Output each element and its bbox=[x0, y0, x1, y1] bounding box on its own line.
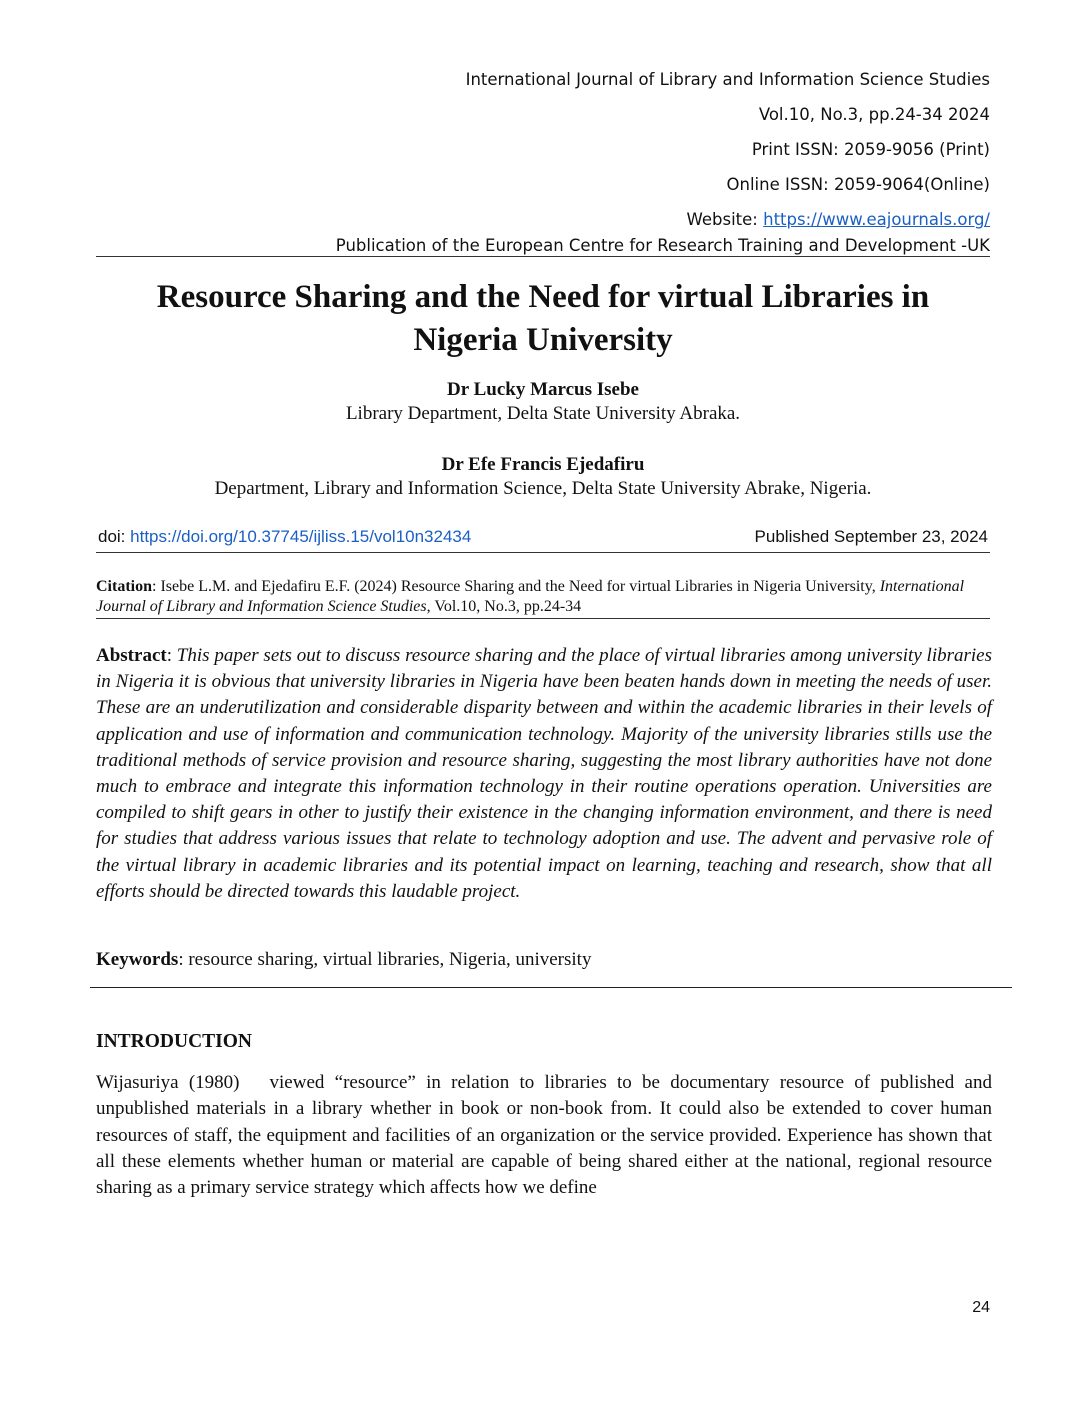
website-label: Website: bbox=[686, 210, 764, 229]
abstract-label: Abstract bbox=[96, 645, 167, 666]
citation-label: Citation bbox=[96, 578, 152, 595]
paper-title bbox=[96, 276, 990, 362]
published-date: Published September 23, 2024 bbox=[754, 527, 988, 546]
volume-info: Vol.10, No.3, pp.24-34 2024 bbox=[758, 105, 990, 124]
citation-tail: , Vol.10, No.3, pp.24-34 bbox=[426, 598, 582, 615]
online-issn: Online ISSN: 2059-9064(Online) bbox=[726, 175, 990, 194]
abstract-text: This paper sets out to discuss resource sharing and the place of virtual libraries among university libraries in Nigeria it is obvious that university libraries in Nigeria have been beaten hands down in meeting the needs of user. These are an underutilization and considerable disparity between and within the academic libraries in their levels of application and use of information and communication technology. Majority of the university libraries stills use the traditional methods of service provision and resource sharing, suggesting the most library authorities have not done much to embrace and integrate this information technology in their routine operations operation. Universities are compiled to shift gears in other to justify their existence in the changing information environment, and there is need for studies that address various issues that relate to technology adoption and use. The advent and pervasive role of the virtual library in academic libraries and its potential impact on learning, teaching and research, show that all efforts should be directed towards this laudable project. bbox=[96, 645, 992, 902]
section-divider bbox=[90, 987, 1012, 988]
page-number: 24 bbox=[972, 1299, 990, 1316]
publisher-line: Publication of the European Centre for Research Training and Development -UK bbox=[96, 236, 990, 257]
abstract bbox=[96, 643, 992, 905]
author-block-1 bbox=[96, 378, 990, 426]
author-name: Dr Efe Francis Ejedafiru bbox=[441, 454, 645, 475]
website-link[interactable]: https://www.eajournals.org/ bbox=[763, 210, 990, 229]
doi-label: doi: bbox=[98, 527, 131, 546]
author-block-2 bbox=[96, 453, 990, 501]
introduction-heading: INTRODUCTION bbox=[96, 1031, 253, 1052]
doi-row bbox=[96, 527, 990, 553]
introduction-body bbox=[96, 1070, 992, 1201]
keywords-label: Keywords bbox=[96, 949, 179, 970]
intro-text: viewed “resource” in relation to libraries to be documentary resource of published and unpublished materials in a library whether in book or non-book from. It could also be extended to cover human resources of staff, the equipment and facilities of an organization or the service provided. Experience has shown that all these elements whether human or material are capable of being shared either at the national, regional resource sharing as a primary service strategy which affects how we define bbox=[96, 1072, 992, 1199]
title-line-2: Nigeria University bbox=[413, 322, 673, 358]
intro-lead: Wijasuriya (1980) bbox=[96, 1072, 240, 1093]
abstract-sep: : bbox=[166, 645, 177, 666]
citation bbox=[96, 577, 990, 619]
author-affiliation: Department, Library and Information Science, Delta State University Abrake, Nigeria. bbox=[214, 478, 872, 499]
citation-text: : Isebe L.M. and Ejedafiru E.F. (2024) Resource Sharing and the Need for virtual Libraries in Nigeria University, bbox=[152, 578, 880, 595]
author-name: Dr Lucky Marcus Isebe bbox=[447, 379, 639, 400]
journal-header bbox=[466, 62, 990, 237]
doi-link[interactable]: https://doi.org/10.37745/ijliss.15/vol10n32434 bbox=[130, 527, 472, 546]
keywords-text: : resource sharing, virtual libraries, Nigeria, university bbox=[178, 949, 592, 970]
title-line-1: Resource Sharing and the Need for virtual Libraries in bbox=[156, 279, 930, 315]
doi-line bbox=[98, 527, 471, 547]
citation-journal: International Journal of Library and Information Science Studies bbox=[96, 578, 965, 615]
keywords bbox=[96, 948, 992, 972]
author-affiliation: Library Department, Delta State University Abraka. bbox=[345, 403, 741, 424]
journal-name: International Journal of Library and Information Science Studies bbox=[465, 70, 990, 89]
print-issn: Print ISSN: 2059-9056 (Print) bbox=[751, 140, 990, 159]
website-line bbox=[466, 202, 990, 237]
